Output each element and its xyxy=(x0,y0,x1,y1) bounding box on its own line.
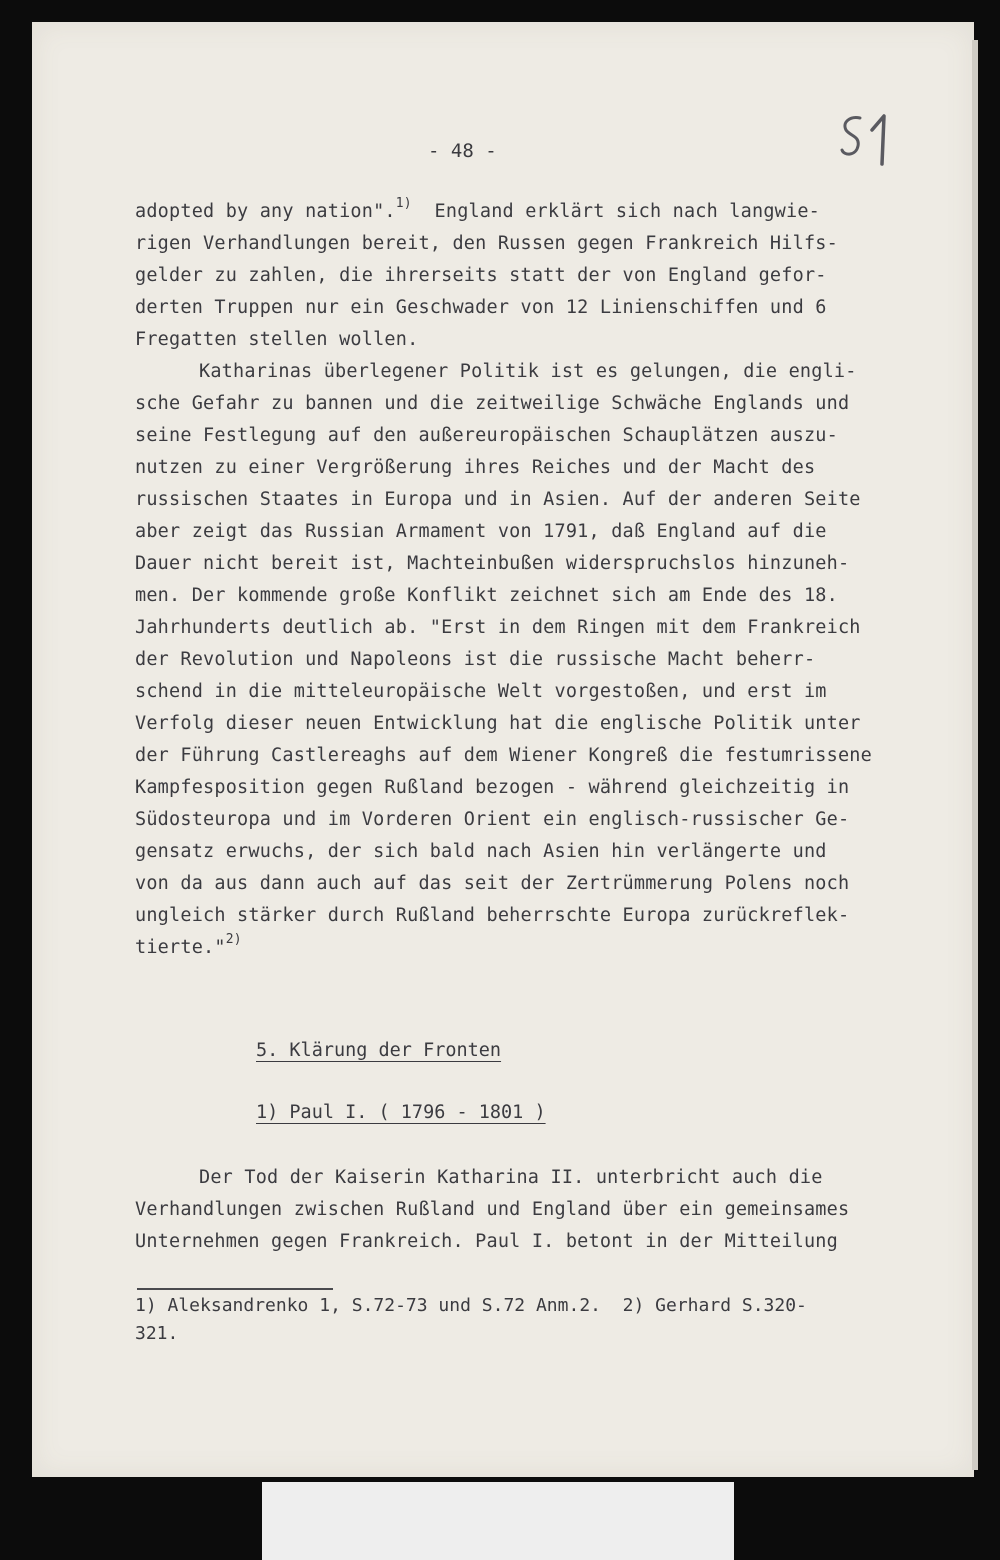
text-line: Verhandlungen zwischen Rußland und England über ein gemeinsames xyxy=(135,1199,850,1220)
footnotes xyxy=(135,1292,965,1348)
text-line: derten Truppen nur ein Geschwader von 12 Linienschiffen und 6 xyxy=(135,297,827,318)
text-line: Katharinas überlegener Politik ist es gelungen, die engli- xyxy=(199,361,857,382)
text-line: gensatz erwuchs, der sich bald nach Asien hin verlängerte und xyxy=(135,841,827,862)
text-line: der Führung Castlereaghs auf dem Wiener Kongreß die festumrissene xyxy=(135,745,872,766)
body-text-continued xyxy=(135,1162,965,1258)
text-line: russischen Staates in Europa und in Asien. Auf der anderen Seite xyxy=(135,489,861,510)
text-fragment: tierte." xyxy=(135,937,226,958)
text-line: Kampfesposition gegen Rußland bezogen - während gleichzeitig in xyxy=(135,777,850,798)
text-line: Unternehmen gegen Frankreich. Paul I. betont in der Mitteilung xyxy=(135,1231,838,1252)
body-text xyxy=(135,196,965,964)
text-line: der Revolution und Napoleons ist die russische Macht beherr- xyxy=(135,649,816,670)
text-line: nutzen zu einer Vergrößerung ihres Reiches und der Macht des xyxy=(135,457,816,478)
subsection-heading: 1) Paul I. ( 1796 - 1801 ) xyxy=(256,1102,546,1123)
text-line: rigen Verhandlungen bereit, den Russen gegen Frankreich Hilfs- xyxy=(135,233,838,254)
text-line: schend in die mitteleuropäische Welt vorgestoßen, und erst im xyxy=(135,681,827,702)
text-line xyxy=(135,932,965,964)
text-line: von da aus dann auch auf das seit der Zertrümmerung Polens noch xyxy=(135,873,850,894)
text-fragment: adopted by any nation". xyxy=(135,201,396,222)
text-line: ungleich stärker durch Rußland beherrschte Europa zurückreflek- xyxy=(135,905,850,926)
text-fragment: England erklärt sich nach langwie- xyxy=(411,201,821,222)
handwritten-51-mark xyxy=(838,112,908,172)
text-line: Verfolg dieser neuen Entwicklung hat die englische Politik unter xyxy=(135,713,861,734)
text-line: Fregatten stellen wollen. xyxy=(135,329,419,350)
text-line: Südosteuropa und im Vorderen Orient ein englisch-russischer Ge- xyxy=(135,809,850,830)
scan-background-strip xyxy=(262,1482,734,1560)
page-edge xyxy=(972,40,978,1470)
footnote-marker: 2) xyxy=(225,931,242,947)
text-line xyxy=(135,196,965,228)
text-line: sche Gefahr zu bannen und die zeitweilige Schwäche Englands und xyxy=(135,393,850,414)
text-line: men. Der kommende große Konflikt zeichnet sich am Ende des 18. xyxy=(135,585,838,606)
page-number: - 48 - xyxy=(428,140,497,162)
footnote-line: 1) Aleksandrenko 1, S.72-73 und S.72 Anm.2. 2) Gerhard S.320- xyxy=(135,1295,807,1316)
footnote-divider xyxy=(137,1288,333,1290)
text-line: Jahrhunderts deutlich ab. "Erst in dem Ringen mit dem Frankreich xyxy=(135,617,861,638)
text-line: Der Tod der Kaiserin Katharina II. unterbricht auch die xyxy=(199,1167,823,1188)
footnote-marker: 1) xyxy=(395,195,412,211)
section-heading: 5. Klärung der Fronten xyxy=(256,1040,502,1061)
text-line: aber zeigt das Russian Armament von 1791, daß England auf die xyxy=(135,521,827,542)
footnote-line: 321. xyxy=(135,1323,179,1344)
text-line: seine Festlegung auf den außereuropäischen Schauplätzen auszu- xyxy=(135,425,838,446)
text-line: gelder zu zahlen, die ihrerseits statt der von England gefor- xyxy=(135,265,827,286)
text-line: Dauer nicht bereit ist, Machteinbußen widerspruchslos hinzuneh- xyxy=(135,553,850,574)
handwritten-page-annotation xyxy=(838,112,908,176)
